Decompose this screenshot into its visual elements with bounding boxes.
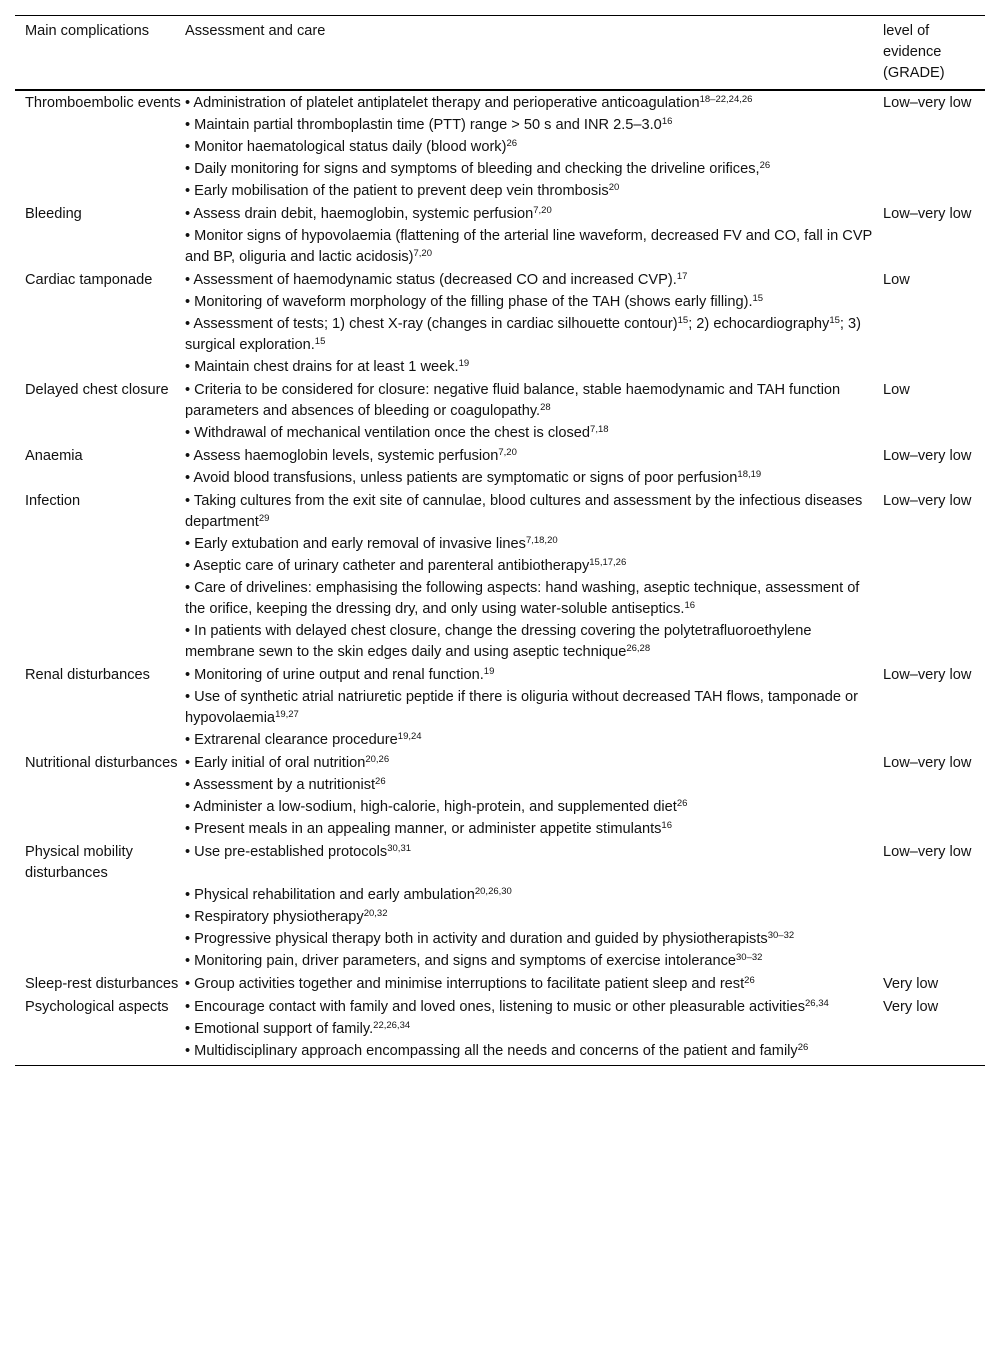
care-item [185, 928, 883, 950]
reference-superscript: 18,19 [737, 468, 762, 480]
reference-superscript: 16 [661, 819, 672, 831]
complication-cell [15, 928, 185, 950]
evidence-level: Very low [883, 975, 939, 992]
evidence-cell [883, 950, 985, 972]
evidence-cell [883, 663, 985, 686]
table-row [15, 180, 985, 202]
care-item [185, 444, 883, 467]
table-row [15, 686, 985, 729]
complication-label: Bleeding [25, 205, 82, 222]
evidence-cell [883, 1040, 985, 1065]
table-body [15, 90, 985, 1065]
reference-superscript: 26,34 [805, 997, 829, 1009]
reference-superscript: 7,20 [413, 247, 432, 259]
table-row [15, 995, 985, 1018]
evidence-cell [883, 313, 985, 356]
complication-cell [15, 906, 185, 928]
reference-superscript: 7,18 [590, 423, 609, 435]
header-assessment-and-care: Assessment and care [185, 23, 326, 39]
evidence-cell [883, 818, 985, 840]
complication-cell [15, 158, 185, 180]
evidence-cell [883, 356, 985, 378]
care-item [185, 555, 883, 577]
evidence-cell [883, 774, 985, 796]
reference-superscript: 28 [540, 401, 551, 413]
evidence-cell [883, 136, 985, 158]
complication-cell [15, 378, 185, 422]
evidence-cell [883, 840, 985, 884]
care-item-text: • Assess haemoglobin levels, systemic perfusion [185, 447, 499, 464]
care-item-text: • Use pre-established protocols [185, 843, 388, 860]
complication-cell [15, 577, 185, 620]
table-row [15, 225, 985, 268]
table-row [15, 774, 985, 796]
evidence-cell [883, 268, 985, 291]
complication-label: Infection [25, 492, 81, 509]
reference-superscript: 26 [797, 1041, 809, 1053]
evidence-cell [883, 577, 985, 620]
care-item [185, 577, 883, 620]
care-item [185, 774, 883, 796]
evidence-cell [883, 620, 985, 663]
complication-cell [15, 995, 185, 1018]
care-item [185, 378, 883, 422]
care-item-text: • Physical rehabilitation and early ambulation [185, 886, 475, 903]
evidence-level: Low–very low [883, 666, 972, 683]
evidence-level: Low–very low [883, 94, 972, 111]
care-item-text: • Avoid blood transfusions, unless patients are symptomatic or signs of poor perfusion [185, 469, 738, 486]
care-item-text: • Emotional support of family. [185, 1020, 374, 1037]
complication-cell [15, 972, 185, 995]
complication-cell [15, 422, 185, 444]
care-item [185, 533, 883, 555]
complication-cell [15, 1018, 185, 1040]
reference-superscript: 15 [677, 314, 689, 326]
care-item [185, 202, 883, 225]
complication-cell [15, 884, 185, 906]
table-row [15, 533, 985, 555]
care-item [185, 90, 883, 114]
care-item-text: • Monitor signs of hypovolaemia (flattening of the arterial line waveform, decreased FV and CO, fall in CVP and BP, oliguria and lactic acidosis) [185, 227, 873, 265]
table-row [15, 751, 985, 774]
care-item [185, 729, 883, 751]
care-item [185, 840, 883, 884]
evidence-level: Low–very low [883, 447, 972, 464]
table-row [15, 1018, 985, 1040]
complication-cell [15, 686, 185, 729]
table-row [15, 136, 985, 158]
reference-superscript: 26 [676, 797, 688, 809]
care-item-text: • Monitoring of urine output and renal function. [185, 666, 484, 683]
evidence-cell [883, 972, 985, 995]
care-item [185, 136, 883, 158]
complication-cell [15, 90, 185, 114]
complication-cell [15, 818, 185, 840]
care-item [185, 1018, 883, 1040]
evidence-cell [883, 729, 985, 751]
care-item-text: • Aseptic care of urinary catheter and parenteral antibiotherapy [185, 557, 590, 574]
complication-cell [15, 136, 185, 158]
reference-superscript: 29 [258, 512, 270, 524]
evidence-cell [883, 489, 985, 533]
care-item [185, 489, 883, 533]
complication-cell [15, 268, 185, 291]
evidence-level: Low–very low [883, 754, 972, 771]
care-item [185, 995, 883, 1018]
table-row [15, 663, 985, 686]
complication-cell [15, 291, 185, 313]
reference-superscript: 19 [483, 665, 495, 677]
table-row [15, 620, 985, 663]
care-item-text: • Monitoring of waveform morphology of the filling phase of the TAH (shows early filling). [185, 293, 753, 310]
reference-superscript: 26,28 [626, 642, 651, 654]
complication-cell [15, 840, 185, 884]
reference-superscript: 26 [375, 775, 386, 787]
care-item [185, 686, 883, 729]
table-row [15, 729, 985, 751]
reference-superscript: 7,20 [498, 446, 517, 458]
care-item [185, 268, 883, 291]
reference-superscript: 15,17,26 [589, 556, 627, 568]
evidence-cell [883, 225, 985, 268]
reference-superscript: 15 [829, 314, 840, 326]
evidence-cell [883, 995, 985, 1018]
care-item [185, 114, 883, 136]
complication-cell [15, 225, 185, 268]
reference-superscript: 20,32 [363, 907, 388, 919]
care-item [185, 906, 883, 928]
care-item-text: • Assessment of haemodynamic status (decreased CO and increased CVP). [185, 271, 677, 288]
evidence-cell [883, 751, 985, 774]
table-row [15, 90, 985, 114]
reference-superscript: 20 [608, 181, 620, 193]
reference-superscript: 7,18,20 [525, 534, 558, 546]
complication-cell [15, 489, 185, 533]
care-item-text: • Multidisciplinary approach encompassing all the needs and concerns of the patient and family [185, 1042, 798, 1059]
evidence-level: Low–very low [883, 492, 972, 509]
evidence-cell [883, 114, 985, 136]
complication-cell [15, 356, 185, 378]
reference-superscript: 19,24 [397, 730, 422, 742]
reference-superscript: 30,31 [387, 842, 412, 854]
complication-label: Sleep-rest disturbances [25, 975, 179, 992]
complication-cell [15, 202, 185, 225]
care-item [185, 313, 883, 356]
table-row [15, 796, 985, 818]
table-row [15, 291, 985, 313]
evidence-level: Low–very low [883, 205, 972, 222]
table-row [15, 114, 985, 136]
complication-label: Nutritional disturbances [25, 754, 178, 771]
complication-cell [15, 663, 185, 686]
table-row [15, 840, 985, 884]
care-item [185, 796, 883, 818]
table-row [15, 928, 985, 950]
table-row [15, 884, 985, 906]
care-item-text: • Monitoring pain, driver parameters, and signs and symptoms of exercise intolerance [185, 952, 737, 969]
reference-superscript: 26 [744, 974, 755, 986]
care-item [185, 225, 883, 268]
care-item [185, 884, 883, 906]
reference-superscript: 30–32 [767, 929, 795, 941]
complication-label: Physical mobility disturbances [25, 843, 133, 881]
table-row [15, 202, 985, 225]
table-row [15, 158, 985, 180]
reference-superscript: 30–32 [736, 951, 763, 963]
reference-superscript: 20,26 [365, 753, 390, 765]
care-item [185, 751, 883, 774]
table-row [15, 577, 985, 620]
complication-label: Psychological aspects [25, 998, 169, 1015]
table-row [15, 555, 985, 577]
evidence-cell [883, 555, 985, 577]
complication-cell [15, 114, 185, 136]
table-row [15, 467, 985, 489]
table-row [15, 489, 985, 533]
evidence-level: Low–very low [883, 843, 972, 860]
reference-superscript: 16 [684, 599, 696, 611]
care-item-text: • Present meals in an appealing manner, or administer appetite stimulants [185, 820, 662, 837]
care-item-text: • Early mobilisation of the patient to prevent deep vein thrombosis [185, 182, 609, 199]
table-row [15, 1040, 985, 1065]
reference-superscript: 18–22,24,26 [699, 93, 753, 105]
evidence-cell [883, 796, 985, 818]
complication-cell [15, 620, 185, 663]
evidence-cell [883, 686, 985, 729]
care-item-text: • Encourage contact with family and loved ones, listening to music or other pleasurable activities [185, 998, 805, 1015]
care-item-text: • Group activities together and minimise interruptions to facilitate patient sleep and rest [185, 975, 745, 992]
table-row [15, 268, 985, 291]
reference-superscript: 19,27 [275, 708, 299, 720]
complication-cell [15, 444, 185, 467]
evidence-cell [883, 533, 985, 555]
reference-superscript: 7,20 [533, 204, 552, 216]
reference-superscript: 26 [759, 159, 771, 171]
reference-superscript: 22,26,34 [373, 1019, 411, 1031]
header-main-complications: Main complications [25, 23, 150, 39]
care-item-text: • Care of drivelines: emphasising the following aspects: hand washing, aseptic technique, assessment of the orifice, keeping the dressing dry, and only using water-soluble antiseptics. [185, 579, 860, 617]
care-item-text: • Extrarenal clearance procedure [185, 731, 398, 748]
complication-cell [15, 180, 185, 202]
care-item-text: • Withdrawal of mechanical ventilation once the chest is closed [185, 424, 591, 441]
complication-cell [15, 467, 185, 489]
table-row [15, 972, 985, 995]
complication-label: Delayed chest closure [25, 381, 169, 398]
evidence-cell [883, 884, 985, 906]
evidence-cell [883, 180, 985, 202]
reference-superscript: 15 [314, 335, 326, 347]
table-row [15, 906, 985, 928]
reference-superscript: 16 [661, 115, 673, 127]
complication-label: Renal disturbances [25, 666, 150, 683]
care-item [185, 663, 883, 686]
evidence-cell [883, 378, 985, 422]
reference-superscript: 19 [458, 357, 470, 369]
complication-cell [15, 555, 185, 577]
complication-cell [15, 533, 185, 555]
table-row [15, 950, 985, 972]
evidence-level: Low [883, 271, 910, 288]
care-item [185, 972, 883, 995]
complication-cell [15, 796, 185, 818]
care-item [185, 467, 883, 489]
evidence-cell [883, 1018, 985, 1040]
care-item-text: • Assessment of tests; 1) chest X-ray (changes in cardiac silhouette contour) [185, 315, 678, 332]
care-item-text: • Use of synthetic atrial natriuretic peptide if there is oliguria without decreased TAH flows, tamponade or hypovolaemia [185, 688, 858, 726]
evidence-level: Very low [883, 998, 939, 1015]
care-item [185, 620, 883, 663]
complication-cell [15, 313, 185, 356]
reference-superscript: 17 [676, 270, 688, 282]
care-item-text: ; 2) echocardiography [688, 315, 830, 332]
evidence-cell [883, 467, 985, 489]
evidence-level: Low [883, 381, 910, 398]
care-item-text: • Maintain partial thromboplastin time (PTT) range > 50 s and INR 2.5–3.0 [185, 116, 662, 133]
reference-superscript: 26 [506, 137, 518, 149]
table-row [15, 378, 985, 422]
complication-cell [15, 729, 185, 751]
evidence-cell [883, 906, 985, 928]
table-row [15, 422, 985, 444]
table-row [15, 356, 985, 378]
care-item-text: • Taking cultures from the exit site of cannulae, blood cultures and assessment by the infectious diseases department [185, 492, 863, 530]
care-item [185, 356, 883, 378]
care-item [185, 422, 883, 444]
table-row [15, 313, 985, 356]
care-item [185, 180, 883, 202]
complications-table [15, 15, 985, 1066]
evidence-cell [883, 90, 985, 114]
care-item-text: ; 3) surgical exploration. [185, 315, 862, 353]
header-level-of-evidence: level of evidence (GRADE) [883, 23, 945, 81]
reference-superscript: 20,26,30 [474, 885, 512, 897]
complication-cell [15, 950, 185, 972]
care-item [185, 1040, 883, 1065]
evidence-cell [883, 158, 985, 180]
care-item-text: • Early extubation and early removal of invasive lines [185, 535, 526, 552]
care-item [185, 818, 883, 840]
evidence-cell [883, 202, 985, 225]
table-row [15, 818, 985, 840]
complication-label: Cardiac tamponade [25, 271, 153, 288]
care-item-text: • Criteria to be considered for closure: negative fluid balance, stable haemodynamic and TAH function parameters and absences of bleeding or coagulopathy. [185, 381, 841, 419]
complication-label: Thromboembolic events [25, 94, 181, 111]
care-item-text: • Assess drain debit, haemoglobin, systemic perfusion [185, 205, 534, 222]
complication-cell [15, 1040, 185, 1065]
evidence-cell [883, 422, 985, 444]
table-row [15, 444, 985, 467]
complication-label: Anaemia [25, 447, 83, 464]
complication-cell [15, 751, 185, 774]
care-item-text: • Daily monitoring for signs and symptoms of bleeding and checking the driveline orifices, [185, 160, 760, 177]
header-row [15, 16, 985, 91]
complication-cell [15, 774, 185, 796]
care-item-text: • In patients with delayed chest closure, change the dressing covering the polytetrafluoroethylene membrane sewn to the skin edges daily and using aseptic technique [185, 622, 812, 660]
care-item-text: • Administration of platelet antiplatelet therapy and perioperative anticoagulation [185, 94, 700, 111]
care-item-text: • Progressive physical therapy both in activity and duration and guided by physiotherapists [185, 930, 768, 947]
care-item [185, 158, 883, 180]
care-item [185, 291, 883, 313]
care-item-text: • Early initial of oral nutrition [185, 754, 366, 771]
evidence-cell [883, 928, 985, 950]
care-item-text: • Maintain chest drains for at least 1 week. [185, 358, 459, 375]
care-item-text: • Monitor haematological status daily (blood work) [185, 138, 507, 155]
care-item-text: • Assessment by a nutritionist [185, 776, 376, 793]
care-item-text: • Administer a low-sodium, high-calorie, high-protein, and supplemented diet [185, 798, 677, 815]
evidence-cell [883, 291, 985, 313]
care-item-text: • Respiratory physiotherapy [185, 908, 364, 925]
evidence-cell [883, 444, 985, 467]
reference-superscript: 15 [752, 292, 764, 304]
care-item [185, 950, 883, 972]
